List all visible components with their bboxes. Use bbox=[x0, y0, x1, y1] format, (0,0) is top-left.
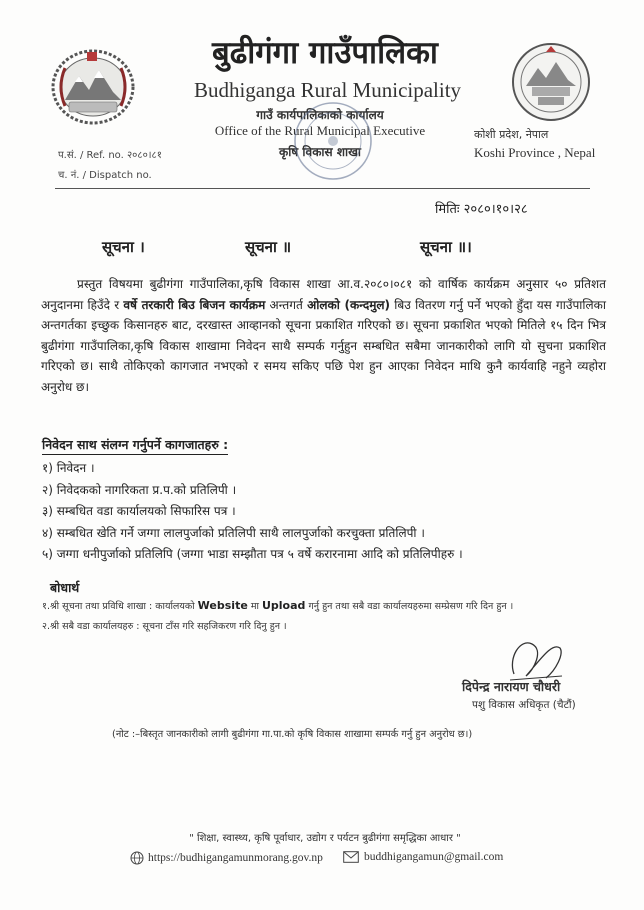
province-nepali: कोशी प्रदेश, नेपाल bbox=[474, 128, 549, 141]
list-item: २) निवेदकको नागरिकता प्र.प.को प्रतिलिपी । bbox=[42, 482, 237, 497]
signer-title: पशु विकास अधिकृत (चैटौं) bbox=[472, 699, 576, 711]
signer-name: दिपेन्द्र नारायण चौधरी bbox=[462, 679, 561, 694]
municipality-title-english: Budhiganga Rural Municipality bbox=[193, 78, 462, 102]
notice-heading-3: सूचना ॥। bbox=[420, 238, 472, 256]
list-item: १) निवेदन । bbox=[42, 461, 95, 475]
list-item: ४) सम्बधित खेति गर्ने जग्गा लालपुर्जाको प्रतिलिपी साथै लालपुर्जाको करचुक्ता प्रतिलिपी । bbox=[42, 525, 425, 540]
footer-website[interactable] bbox=[130, 851, 323, 865]
website-link[interactable]: https://budhigangamunmorang.gov.np bbox=[148, 852, 323, 864]
cc-item-it-section: १.श्री सूचना तथा प्रविधि शाखा : कार्यालयको Website मा Upload गर्नु हुन तथा सबै वडा कार्यालयहरुमा सम्प्रेसण गरि दिन हुन । bbox=[42, 599, 514, 612]
province-english: Koshi Province , Nepal bbox=[474, 145, 596, 160]
list-item: ५) जग्गा धनीपुर्जाको प्रतिलिपि (जग्गा भाडा सम्झौता पत्र ५ वर्षे करारनामा आदि को प्रतिलिपीहरु । bbox=[42, 547, 463, 562]
section-name: कृषि विकास शाखा bbox=[278, 145, 362, 159]
reference-number: प.सं. / Ref. no. २०८०।८१ bbox=[58, 150, 162, 161]
header-divider bbox=[55, 188, 590, 189]
required-documents-list bbox=[42, 458, 622, 566]
notice-body: प्रस्तुत विषयमा बुढीगंगा गाउँपालिका,कृषि विकास शाखा आ.व.२०८०।०८१ को वार्षिक कार्यक्रम अनुसार ५० प्रतिशत अनुदानमा हिउँदे र वर्षे तरकारी बिउ बिजन कार्यक्रम अन्तगर्त ओलको (कन्दमुल) बिउ वितरण गर्नु पर्ने भएको हुँदा यस गाउँपालिका अन्तगर्तका इच्छुक किसानहरु बाट, दरखास्त आव्हानको सूचना प्रकाशित गरिएको छ। सूचना प्रकाशित भएको मितिले १५ दिन भित्र बुढीगंगा गाउँपालिका,कृषि विकास शाखामा निवेदन साथै सम्पर्क गर्नुहुन सम्बधित सबैमा जानकारीको लागि यो सुचना प्रकाशित गरिएको छ। साथै तोकिएको कागजात नभएको र समय सकिए पछि पेश हुन आएका निवेदन माथि कुनै कार्यवाहि नहुने व्यहोरा अनुरोध छ। bbox=[41, 277, 606, 394]
office-name-english: Office of the Rural Municipal Executive bbox=[214, 123, 426, 138]
footer-motto: " शिक्षा, स्वास्थ्य, कृषि पूर्वाधार, उद्योग र पर्यटन बुढीगंगा समृद्धिका आधार " bbox=[189, 833, 461, 844]
nepal-emblem-icon bbox=[47, 42, 139, 132]
notice-heading-1: सूचना । bbox=[102, 238, 145, 256]
cc-heading: बोधार्थ bbox=[50, 580, 80, 595]
cc-item-ward-offices: २.श्री सबै वडा कार्यालयहरु : सूचना टाँस गरि सहजिकरण गरि दिनु हुन । bbox=[42, 621, 287, 632]
municipality-title-nepali: बुढीगंगा गाउँपालिका bbox=[212, 35, 438, 71]
office-stamp-icon bbox=[290, 98, 376, 184]
globe-icon bbox=[130, 851, 144, 865]
email-link[interactable]: buddhigangamun@gmail.com bbox=[364, 851, 504, 863]
dispatch-number: च. नं. / Dispatch no. bbox=[58, 170, 152, 181]
required-documents-heading: निवेदन साथ संलग्न गर्नुपर्ने कागजातहरु : bbox=[42, 436, 228, 455]
envelope-icon bbox=[343, 851, 359, 863]
list-item: ३) सम्बधित वडा कार्यालयको सिफारिस पत्र । bbox=[42, 504, 236, 519]
contact-note: (नोट :–बिस्तृत जानकारीको लागी बुढीगंगा गा.पा.को कृषि विकास शाखामा सम्पर्क गर्नु हुन अनुरोध छ।) bbox=[112, 729, 473, 740]
footer-email[interactable] bbox=[343, 851, 503, 863]
office-name-nepali: गाउँ कार्यपालिकाको कार्यालय bbox=[256, 108, 384, 122]
notice-heading-2: सूचना ॥ bbox=[245, 238, 292, 256]
municipality-logo-icon bbox=[510, 40, 592, 124]
letter-date: मितिः २०८०।१०।२८ bbox=[435, 202, 528, 217]
